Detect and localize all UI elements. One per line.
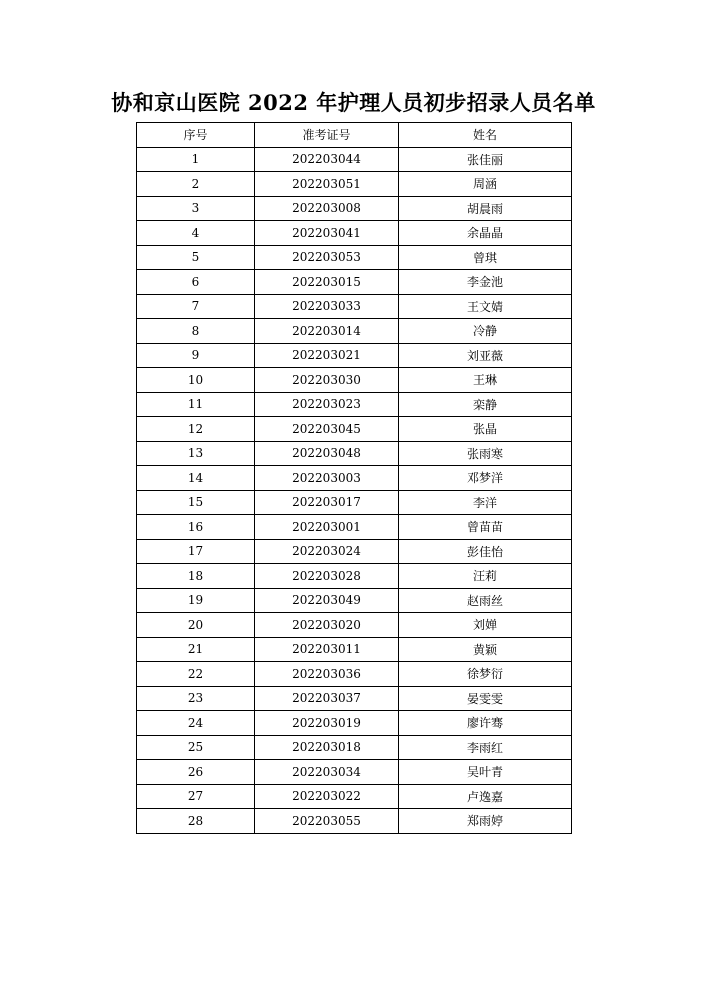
table-row bbox=[137, 245, 572, 270]
cell-serial-number: 23 bbox=[137, 686, 255, 711]
cell-name: 晏雯雯 bbox=[399, 686, 572, 711]
cell-name: 李金池 bbox=[399, 270, 572, 295]
cell-exam-id: 202203001 bbox=[255, 515, 399, 540]
cell-name: 李雨红 bbox=[399, 735, 572, 760]
table-row bbox=[137, 564, 572, 589]
cell-name: 张雨寒 bbox=[399, 441, 572, 466]
cell-exam-id: 202203008 bbox=[255, 196, 399, 221]
cell-serial-number: 20 bbox=[137, 613, 255, 638]
cell-exam-id: 202203020 bbox=[255, 613, 399, 638]
cell-name: 徐梦衍 bbox=[399, 662, 572, 687]
cell-serial-number: 10 bbox=[137, 368, 255, 393]
table-row bbox=[137, 686, 572, 711]
cell-serial-number: 6 bbox=[137, 270, 255, 295]
table-row bbox=[137, 221, 572, 246]
cell-serial-number: 18 bbox=[137, 564, 255, 589]
cell-name: 吴叶青 bbox=[399, 760, 572, 785]
cell-exam-id: 202203017 bbox=[255, 490, 399, 515]
cell-name: 刘亚薇 bbox=[399, 343, 572, 368]
cell-serial-number: 26 bbox=[137, 760, 255, 785]
table-row bbox=[137, 270, 572, 295]
cell-name: 周涵 bbox=[399, 172, 572, 197]
cell-name: 胡晨雨 bbox=[399, 196, 572, 221]
cell-serial-number: 7 bbox=[137, 294, 255, 319]
cell-serial-number: 11 bbox=[137, 392, 255, 417]
table-row bbox=[137, 784, 572, 809]
cell-serial-number: 1 bbox=[137, 147, 255, 172]
cell-serial-number: 15 bbox=[137, 490, 255, 515]
table-row bbox=[137, 588, 572, 613]
cell-name: 黄颖 bbox=[399, 637, 572, 662]
cell-serial-number: 2 bbox=[137, 172, 255, 197]
cell-exam-id: 202203037 bbox=[255, 686, 399, 711]
cell-serial-number: 9 bbox=[137, 343, 255, 368]
cell-serial-number: 17 bbox=[137, 539, 255, 564]
cell-name: 郑雨婷 bbox=[399, 809, 572, 834]
table-row bbox=[137, 196, 572, 221]
table-row bbox=[137, 172, 572, 197]
cell-serial-number: 24 bbox=[137, 711, 255, 736]
cell-exam-id: 202203055 bbox=[255, 809, 399, 834]
cell-exam-id: 202203014 bbox=[255, 319, 399, 344]
cell-exam-id: 202203033 bbox=[255, 294, 399, 319]
cell-exam-id: 202203028 bbox=[255, 564, 399, 589]
cell-name: 赵雨丝 bbox=[399, 588, 572, 613]
cell-exam-id: 202203041 bbox=[255, 221, 399, 246]
cell-exam-id: 202203030 bbox=[255, 368, 399, 393]
cell-exam-id: 202203022 bbox=[255, 784, 399, 809]
cell-serial-number: 25 bbox=[137, 735, 255, 760]
cell-name: 曾琪 bbox=[399, 245, 572, 270]
cell-serial-number: 4 bbox=[137, 221, 255, 246]
header-exam-id: 准考证号 bbox=[255, 123, 399, 148]
table-row bbox=[137, 613, 572, 638]
table-row bbox=[137, 368, 572, 393]
cell-exam-id: 202203051 bbox=[255, 172, 399, 197]
cell-name: 廖许骞 bbox=[399, 711, 572, 736]
cell-name: 栾静 bbox=[399, 392, 572, 417]
table-row bbox=[137, 147, 572, 172]
cell-exam-id: 202203011 bbox=[255, 637, 399, 662]
cell-name: 刘婵 bbox=[399, 613, 572, 638]
cell-serial-number: 14 bbox=[137, 466, 255, 491]
cell-name: 王琳 bbox=[399, 368, 572, 393]
cell-serial-number: 5 bbox=[137, 245, 255, 270]
cell-serial-number: 21 bbox=[137, 637, 255, 662]
table-row bbox=[137, 662, 572, 687]
cell-exam-id: 202203034 bbox=[255, 760, 399, 785]
table-row bbox=[137, 319, 572, 344]
cell-exam-id: 202203048 bbox=[255, 441, 399, 466]
cell-serial-number: 12 bbox=[137, 417, 255, 442]
table-body bbox=[137, 147, 572, 833]
table-row bbox=[137, 711, 572, 736]
cell-name: 王文婧 bbox=[399, 294, 572, 319]
table-row bbox=[137, 392, 572, 417]
table-row bbox=[137, 637, 572, 662]
table-row bbox=[137, 735, 572, 760]
table-row bbox=[137, 515, 572, 540]
cell-serial-number: 28 bbox=[137, 809, 255, 834]
table-row bbox=[137, 441, 572, 466]
cell-exam-id: 202203036 bbox=[255, 662, 399, 687]
cell-exam-id: 202203003 bbox=[255, 466, 399, 491]
table-row bbox=[137, 417, 572, 442]
table-row bbox=[137, 539, 572, 564]
table-row bbox=[137, 294, 572, 319]
table-row bbox=[137, 466, 572, 491]
cell-serial-number: 22 bbox=[137, 662, 255, 687]
cell-name: 邓梦洋 bbox=[399, 466, 572, 491]
table-row bbox=[137, 490, 572, 515]
cell-name: 张佳丽 bbox=[399, 147, 572, 172]
cell-serial-number: 8 bbox=[137, 319, 255, 344]
cell-exam-id: 202203018 bbox=[255, 735, 399, 760]
cell-name: 余晶晶 bbox=[399, 221, 572, 246]
cell-serial-number: 27 bbox=[137, 784, 255, 809]
cell-exam-id: 202203053 bbox=[255, 245, 399, 270]
cell-exam-id: 202203024 bbox=[255, 539, 399, 564]
cell-exam-id: 202203044 bbox=[255, 147, 399, 172]
cell-serial-number: 13 bbox=[137, 441, 255, 466]
cell-name: 张晶 bbox=[399, 417, 572, 442]
cell-exam-id: 202203021 bbox=[255, 343, 399, 368]
page-title: 协和京山医院 2022 年护理人员初步招录人员名单 bbox=[111, 90, 596, 115]
header-name: 姓名 bbox=[399, 123, 572, 148]
header-serial-number: 序号 bbox=[137, 123, 255, 148]
cell-exam-id: 202203015 bbox=[255, 270, 399, 295]
cell-name: 曾苗苗 bbox=[399, 515, 572, 540]
cell-serial-number: 16 bbox=[137, 515, 255, 540]
cell-name: 汪莉 bbox=[399, 564, 572, 589]
table-row bbox=[137, 809, 572, 834]
cell-serial-number: 19 bbox=[137, 588, 255, 613]
recruit-list-table bbox=[136, 122, 572, 834]
table-row bbox=[137, 343, 572, 368]
cell-exam-id: 202203045 bbox=[255, 417, 399, 442]
cell-exam-id: 202203023 bbox=[255, 392, 399, 417]
cell-serial-number: 3 bbox=[137, 196, 255, 221]
cell-name: 彭佳怡 bbox=[399, 539, 572, 564]
table-row bbox=[137, 760, 572, 785]
cell-exam-id: 202203019 bbox=[255, 711, 399, 736]
cell-exam-id: 202203049 bbox=[255, 588, 399, 613]
cell-name: 李洋 bbox=[399, 490, 572, 515]
table-header-row bbox=[137, 123, 572, 148]
cell-name: 冷静 bbox=[399, 319, 572, 344]
cell-name: 卢逸嘉 bbox=[399, 784, 572, 809]
